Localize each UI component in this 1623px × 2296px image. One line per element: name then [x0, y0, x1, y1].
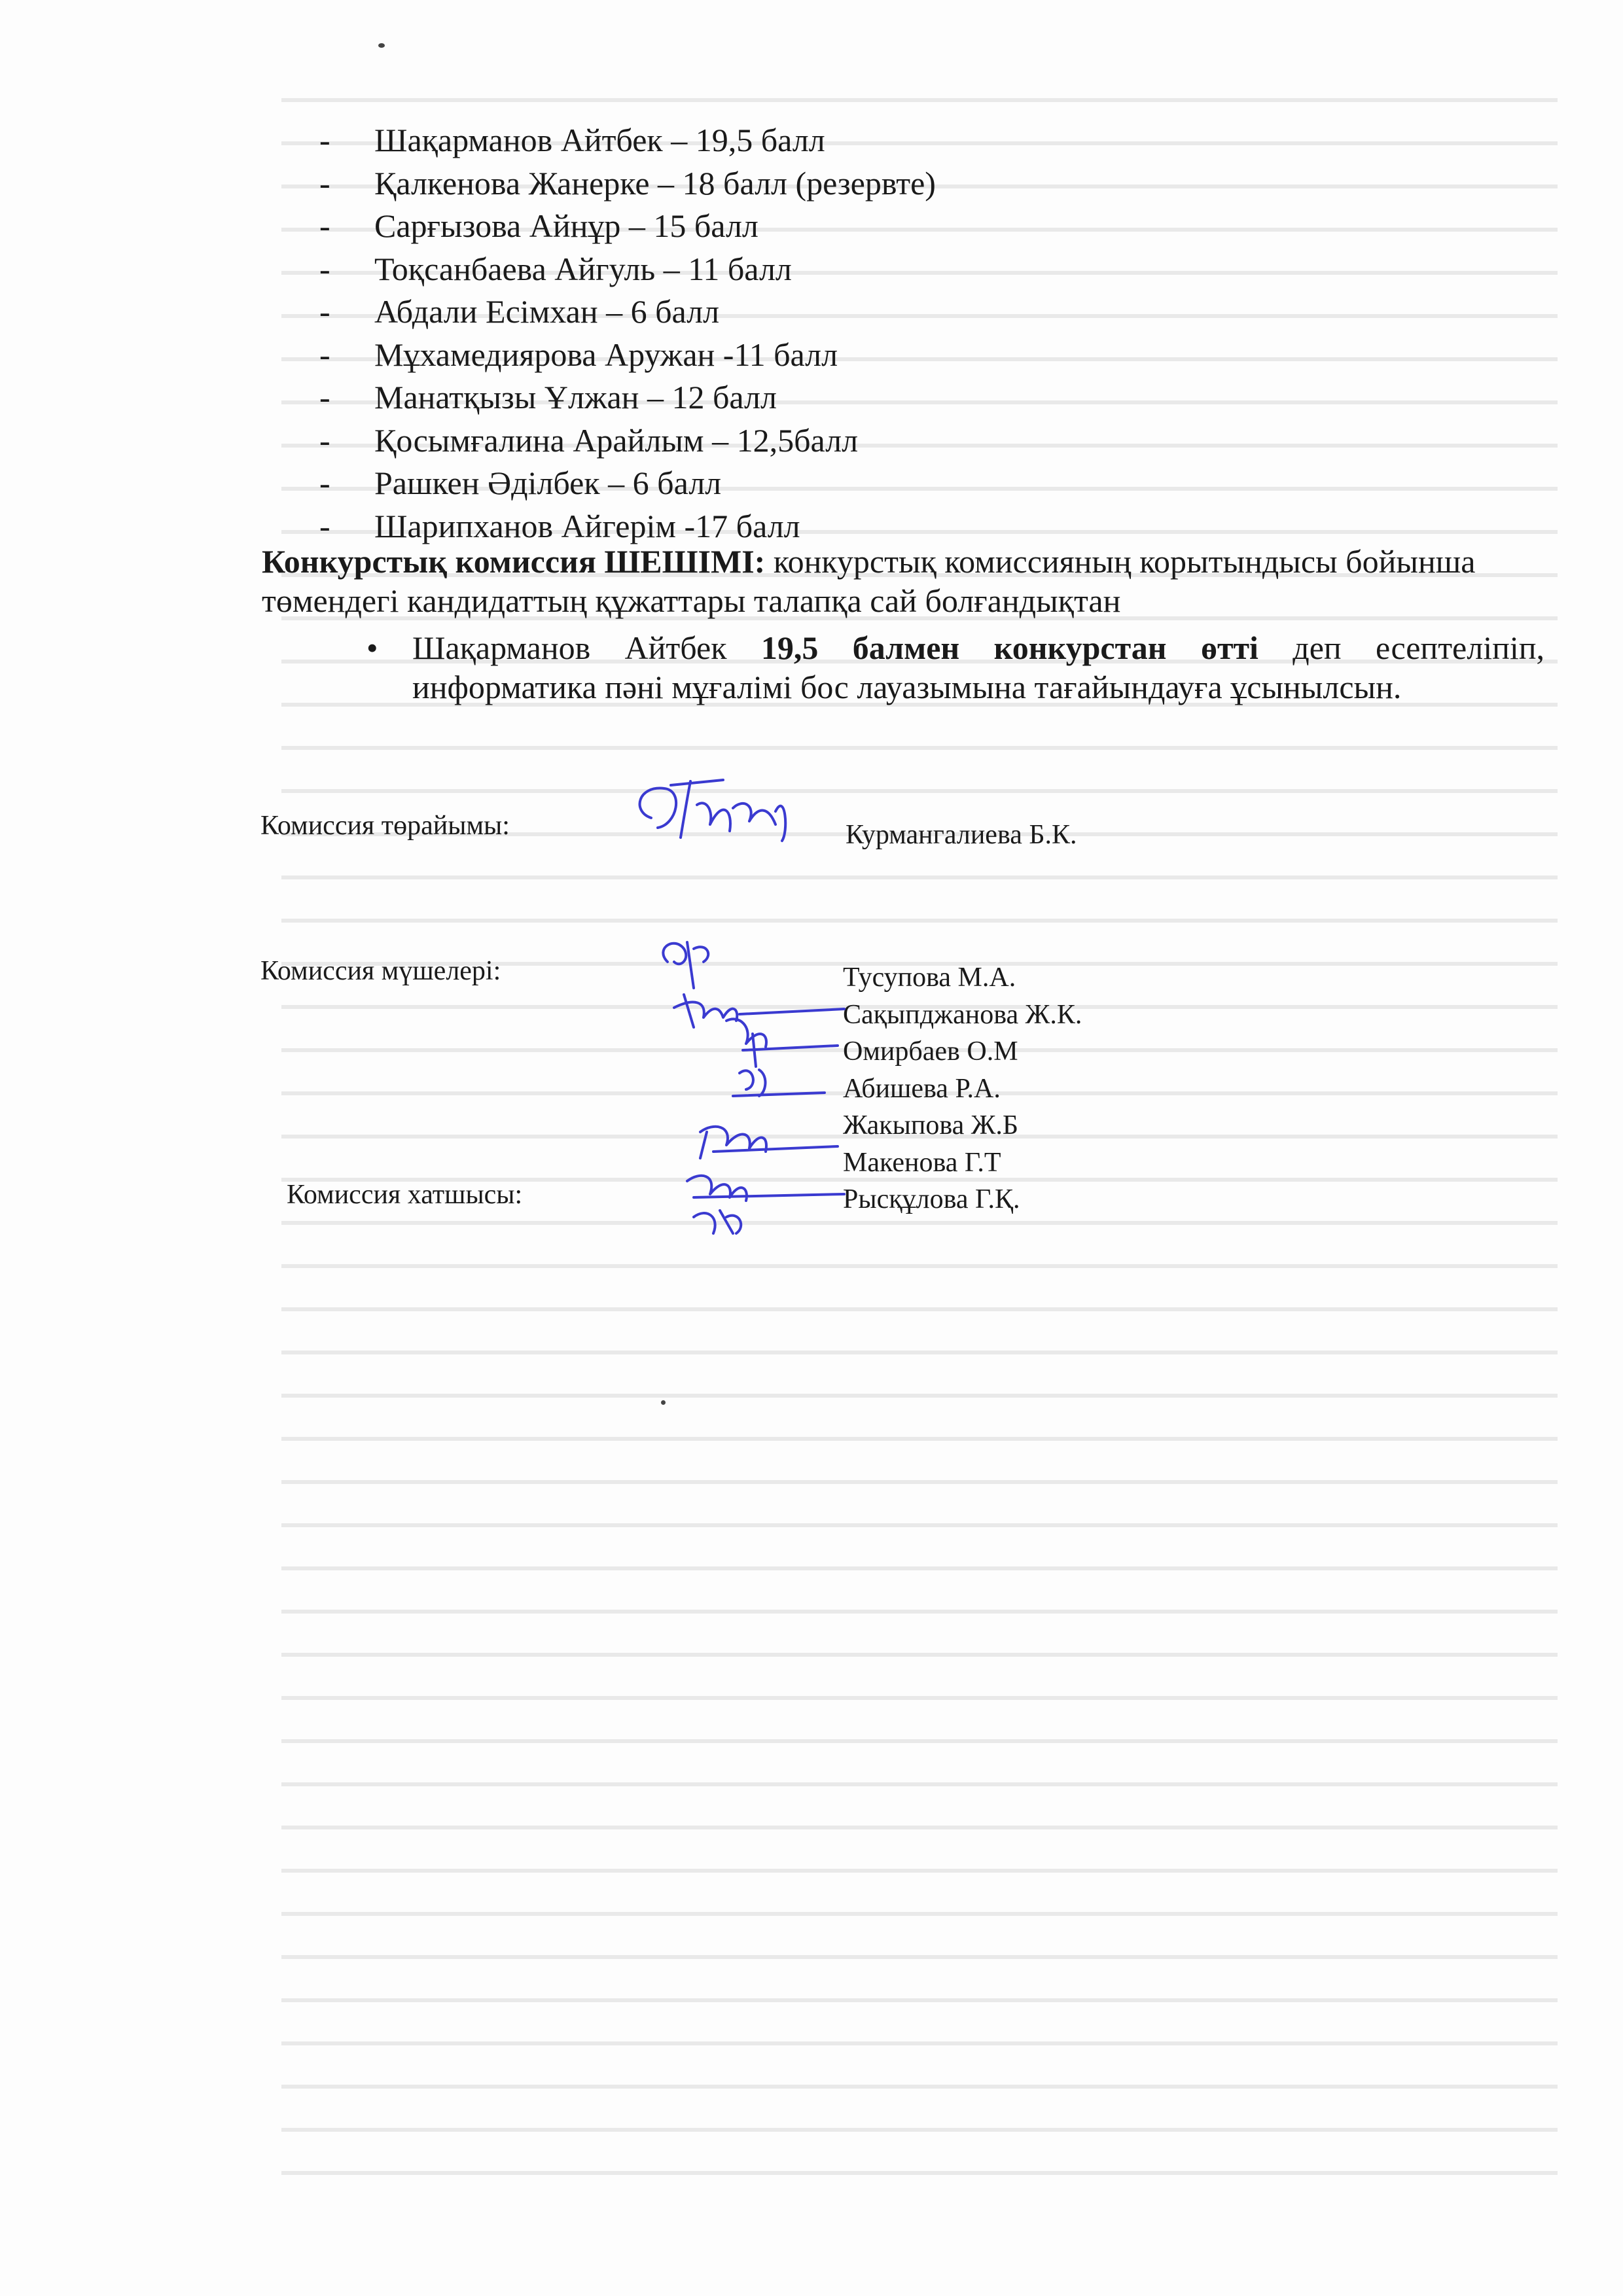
list-item: - Қалкенова Жанерке – 18 балл (резервте)	[319, 164, 936, 202]
list-item: - Мұхамедиярова Аружан -11 балл	[319, 336, 838, 373]
list-item: - Шарипханов Айгерім -17 балл	[319, 507, 800, 544]
list-item: - Сарғызова Айнұр – 15 балл	[319, 207, 758, 244]
chair-label: Комиссия төрайымы:	[260, 811, 510, 841]
member-signatures-icon	[654, 936, 851, 1237]
list-item: - Абдали Есімхан – 6 балл	[319, 293, 720, 330]
list-item: Тусупова М.А.	[843, 963, 1016, 993]
list-item: Жакыпова Ж.Б	[843, 1110, 1018, 1140]
list-item: Макенова Г.Т	[843, 1147, 1001, 1178]
list-item: - Рашкен Әділбек – 6 балл	[319, 465, 722, 501]
list-item: - Манатқызы Ұлжан – 12 балл	[319, 379, 777, 415]
scan-speck	[661, 1400, 666, 1405]
list-item: Омирбаев О.М	[843, 1036, 1018, 1067]
members-label: Комиссия мүшелері:	[260, 956, 501, 986]
winner-paragraph	[366, 628, 1544, 707]
bullet-icon: •	[366, 629, 378, 666]
secretary-label: Комиссия хатшысы:	[287, 1180, 523, 1210]
winner-name: Шақарманов Айтбек	[412, 629, 761, 666]
members-list	[843, 959, 1082, 1218]
decision-text: конкурстық комиссияның корытындысы бойынша төмендегі кандидаттың құжаттары талапқа сай болғандықтан	[262, 543, 1476, 619]
list-item: - Қосымғалина Арайлым – 12,5балл	[319, 421, 859, 459]
list-item: - Тоқсанбаева Айгуль – 11 балл	[319, 250, 792, 287]
decision-label: Конкурстық комиссия ШЕШІМІ:	[262, 543, 766, 580]
chair-signature-icon	[625, 772, 815, 851]
list-item: Сақыпджанова Ж.К.	[843, 999, 1082, 1030]
candidate-list	[319, 119, 936, 548]
commission-decision	[262, 542, 1544, 620]
scan-speck	[378, 43, 385, 48]
chair-name: Курмангалиева Б.К.	[846, 820, 1077, 850]
winner-score: 19,5 балмен конкурстан өтті	[760, 629, 1258, 666]
list-item: Абишева Р.А.	[843, 1073, 1001, 1104]
list-item: - Шақарманов Айтбек – 19,5 балл	[319, 122, 825, 158]
list-item: Рысқұлова Г.Қ.	[843, 1184, 1020, 1214]
winner-recommendation: деп есептеліпіп, информатика пәні мұғалімі бос лауазымына тағайындауға ұсынылсын.	[412, 629, 1544, 705]
